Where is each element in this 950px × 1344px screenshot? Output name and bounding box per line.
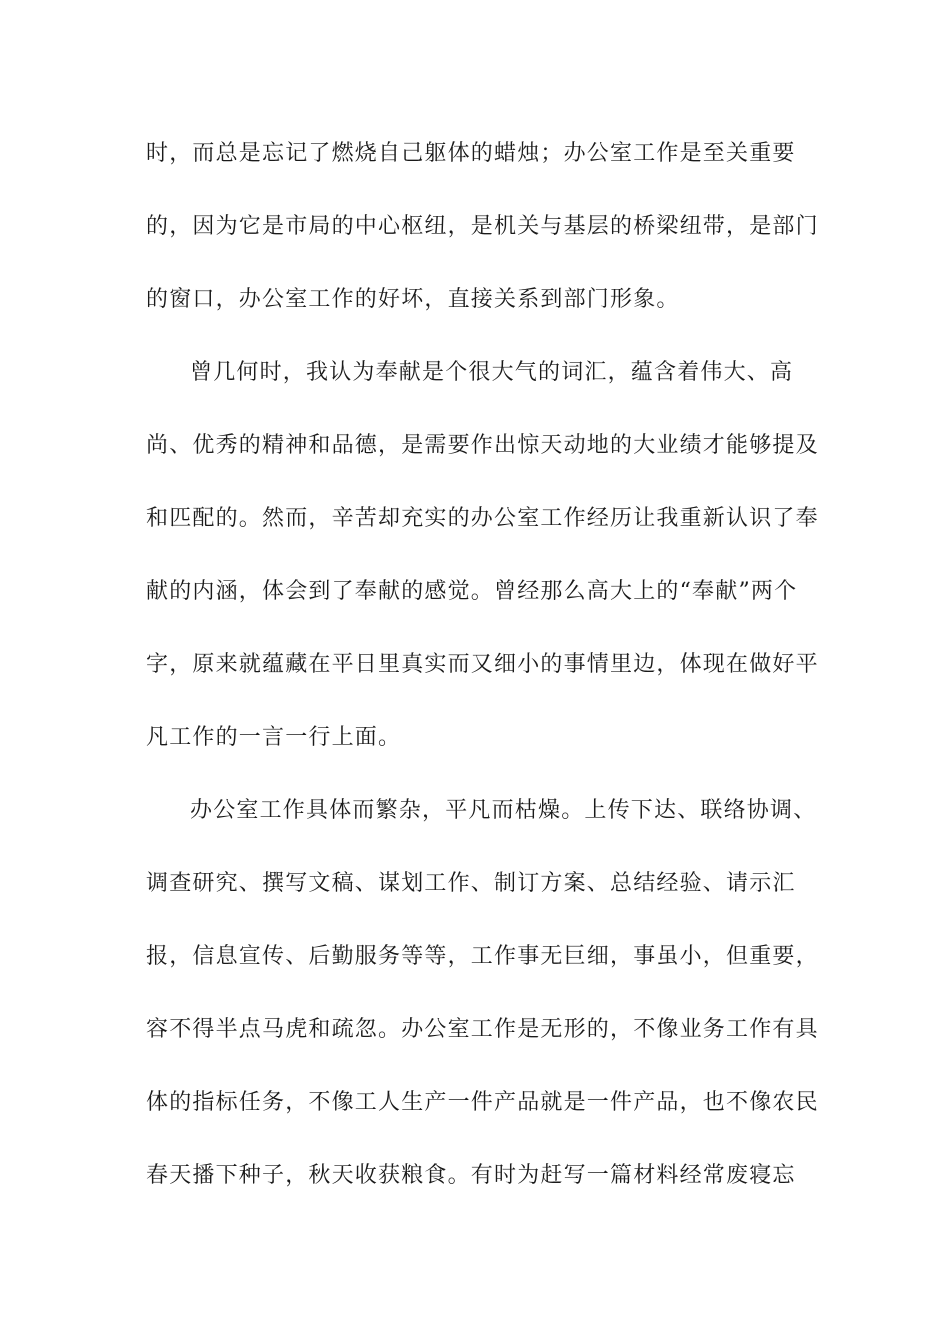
- text-line: 时，而总是忘记了燃烧自己躯体的蜡烛；办公室工作是至关重要: [146, 141, 796, 166]
- text-line: 尚、优秀的精神和品德，是需要作出惊天动地的大业绩才能够提及: [146, 433, 819, 458]
- text-line: 报，信息宣传、后勤服务等等，工作事无巨细，事虽小，但重要，: [146, 944, 819, 969]
- paragraph-first-line: 曾几何时，我认为奉献是个很大气的词汇，蕴含着伟大、高: [190, 360, 794, 385]
- text-line: 献的内涵，体会到了奉献的感觉。曾经那么高大上的“奉献”两个: [146, 579, 798, 604]
- text-line: 体的指标任务，不像工人生产一件产品就是一件产品，也不像农民: [146, 1090, 819, 1115]
- paragraph-first-line: 办公室工作具体而繁杂，平凡而枯燥。上传下达、联络协调、: [190, 798, 817, 823]
- text-line: 和匹配的。然而，辛苦却充实的办公室工作经历让我重新认识了奉: [146, 506, 819, 531]
- text-line: 调查研究、撰写文稿、谋划工作、制订方案、总结经验、请示汇: [146, 871, 796, 896]
- text-line: 字，原来就蕴藏在平日里真实而又细小的事情里边，体现在做好平: [146, 652, 819, 677]
- text-line: 的窗口，办公室工作的好坏，直接关系到部门形象。: [146, 287, 680, 312]
- text-line: 容不得半点马虎和疏忽。办公室工作是无形的，不像业务工作有具: [146, 1017, 819, 1042]
- text-line: 春天播下种子，秋天收获粮食。有时为赶写一篇材料经常废寝忘: [146, 1163, 796, 1188]
- text-line: 凡工作的一言一行上面。: [146, 725, 402, 750]
- text-line: 的，因为它是市局的中心枢纽，是机关与基层的桥梁纽带，是部门: [146, 214, 819, 239]
